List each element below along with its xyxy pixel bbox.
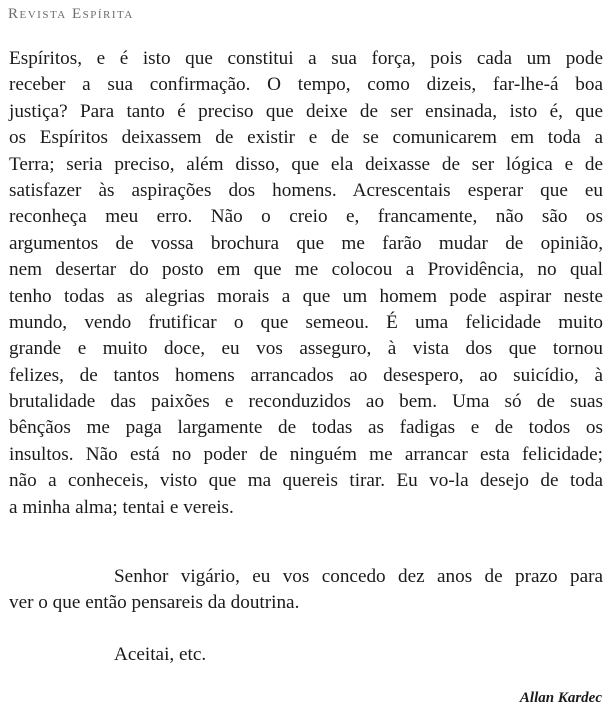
text-line: mundo, vendo frutificar o que semeou. É uma felicidade muito xyxy=(9,311,603,333)
text-line: reconheça meu erro. Não o creio e, francamente, não são os xyxy=(9,206,603,228)
sign-off: Aceitai, etc. xyxy=(114,644,207,665)
text-line: satisfazer às aspirações dos homens. Acrescentais esperar que eu xyxy=(9,179,603,201)
text-line: tenho todas as alegrias morais a que um homem pode aspirar neste xyxy=(9,285,603,307)
text-line: receber a sua confirmação. O tempo, como dizeis, far-lhe-á boa xyxy=(9,74,603,96)
running-header: Revista Espírita xyxy=(8,6,134,22)
main-paragraph xyxy=(9,46,603,521)
text-line: argumentos de vossa brochura que me farão mudar de opinião, xyxy=(9,232,603,254)
text-line: a minha alma; tentai e vereis. xyxy=(9,496,234,518)
text-line: insultos. Não está no poder de ninguém me arrancar esta felicidade; xyxy=(9,443,603,465)
text-line: não a conheceis, visto que ma quereis tirar. Eu vo-la desejo de toda xyxy=(9,470,603,492)
text-line: ver o que então pensareis da doutrina. xyxy=(9,592,300,614)
text-line: bênçãos me paga largamente de todas as fadigas e de todos os xyxy=(9,417,603,439)
text-line: Terra; seria preciso, além disso, que ela deixasse de ser lógica e de xyxy=(9,153,603,175)
text-line: felizes, de tantos homens arrancados ao desespero, ao suicídio, à xyxy=(9,364,603,386)
text-line: os Espíritos deixassem de existir e de se comunicarem em toda a xyxy=(9,127,603,149)
author-signature: Allan Kardec xyxy=(519,690,602,706)
text-line: grande e muito doce, eu vos asseguro, à vista dos que tornou xyxy=(9,338,603,360)
text-line: Senhor vigário, eu vos concedo dez anos de prazo para xyxy=(114,566,603,587)
text-line: justiça? Para tanto é preciso que deixe de ser ensinada, isto é, que xyxy=(9,100,603,122)
text-line: nem desertar do posto em que me colocou a Providência, no qual xyxy=(9,259,603,281)
closing-paragraph xyxy=(9,564,603,617)
text-line: Espíritos, e é isto que constitui a sua força, pois cada um pode xyxy=(9,48,603,69)
text-line: brutalidade das paixões e reconduzidos ao bem. Uma só de suas xyxy=(9,391,603,413)
